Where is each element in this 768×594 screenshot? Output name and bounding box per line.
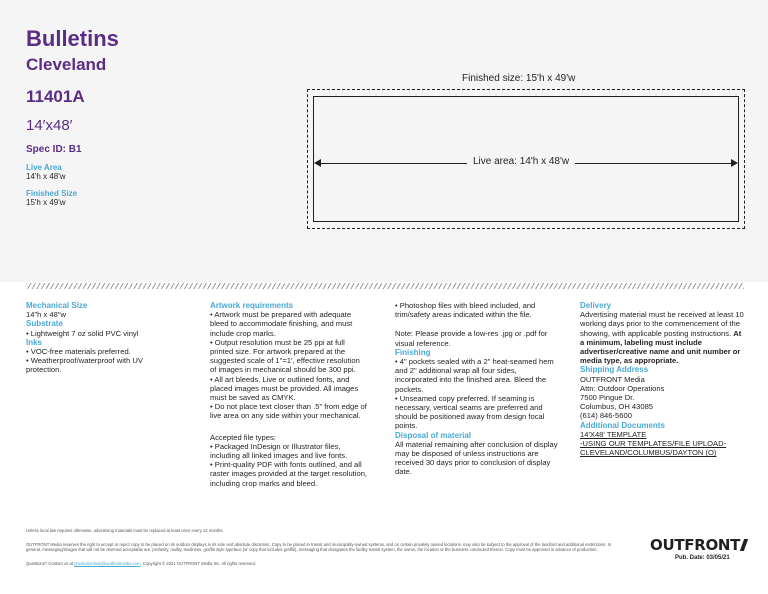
spec-column-3 — [395, 301, 560, 477]
doc-link-upload[interactable]: -USING OUR TEMPLATES/FILE UPLOAD- — [580, 439, 727, 449]
spec-column-4 — [580, 301, 745, 457]
logo-slash-icon — [740, 539, 748, 551]
substrate-label: Substrate — [26, 319, 63, 329]
artwork-item: • Artwork must be prepared with adequate bleed to accommodate finishing, and must include crop marks. — [210, 310, 353, 338]
media-type-title: Bulletins — [26, 26, 119, 51]
publication-date: Pub. Date: 03/05/21 — [675, 555, 730, 561]
finished-size-value: 15'h x 49'w — [26, 198, 66, 207]
outfront-logo — [650, 536, 746, 554]
footer-copyright: . Copyright © 2021 OUTFRONT Media Inc. All rights reserved. — [140, 561, 257, 566]
title-block — [26, 26, 119, 207]
footer-contact-prefix: Questions? Contact us at — [26, 561, 75, 566]
delivery-text — [580, 310, 745, 365]
shipping-label: Shipping Address — [580, 365, 649, 375]
spec-column-1 — [26, 301, 176, 375]
finished-size-caption: Finished size: 15'h x 49'w — [462, 73, 576, 84]
size-diagram — [307, 70, 745, 232]
finishing-label: Finishing — [395, 347, 431, 357]
disposal-label: Disposal of material — [395, 430, 472, 440]
artwork-label: Artwork requirements — [210, 301, 294, 310]
shipping-line: Columbus, OH 43085 — [580, 402, 654, 412]
unit-size: 14′x48′ — [26, 117, 73, 134]
delivery-requirement: At a minimum, labeling must include advertiser/creative name and unit number or media type, as appropriate. — [580, 328, 742, 366]
inks-label: Inks — [26, 337, 43, 347]
shipping-line: 7500 Pingue Dr. — [580, 393, 635, 403]
disposal-value: All material remaining after conclusion of display may be disposed of unless instructions are received 30 days prior to conclusion of display date. — [395, 439, 558, 477]
doc-link-region[interactable]: CLEVELAND/COLUMBUS/DAYTON (O) — [580, 448, 717, 458]
hatched-divider — [26, 283, 744, 289]
live-area-value: 14'h x 48'w — [26, 172, 66, 181]
live-area-caption: Live area: 14'h x 48'w — [467, 156, 575, 167]
footer-disclaimer: OUTFRONT Media reserves the right to accept or reject copy to be placed on its outdoor displays in its sole and absolute discretion. Copy to be placed in transit and municipality-owned systems, and on certain privately owned locations, may also be subject to the approval of the landlord and additional restrictions. In general, messaging/images that will not be deemed acceptable are: profanity, nudity, lewdness, graffiti style typeface (or copy that includes graffiti), messaging that denigrates the facility transit system, the owner, the location or the business conducted therein. Copy must be approved in advance of production. — [26, 542, 612, 552]
finished-size-label: Finished Size — [26, 189, 78, 198]
arrow-left-icon — [314, 159, 321, 167]
artwork-item: • Do not place text closer than .5" from edge of live area on any side within your mechanical. — [210, 402, 367, 421]
unit-id: 11401A — [26, 87, 85, 106]
accepted-files-label: Accepted file types: — [210, 432, 276, 442]
logo-text: OUTFRONT — [650, 536, 741, 554]
shipping-line: (614) 846-5600 — [580, 411, 632, 421]
spec-column-2 — [210, 301, 368, 488]
market-title: Cleveland — [26, 55, 107, 74]
footer-contact — [26, 561, 626, 566]
contact-email-link[interactable]: productionhelp@outfrontmedia.com — [74, 561, 141, 566]
substrate-value: • Lightweight 7 oz solid PVC vinyl — [26, 328, 139, 338]
additional-docs-label: Additional Documents — [580, 420, 665, 430]
spec-id: Spec ID: B1 — [26, 144, 82, 155]
live-area-label: Live Area — [26, 163, 62, 172]
footer-replacement-note: Unless local law requires otherwise, advertising materials must be replaced at least once every 12 months. — [26, 528, 224, 533]
doc-link-template[interactable]: 14'X48' TEMPLATE — [580, 429, 647, 439]
mechanical-size-value: 14"h x 48"w — [26, 310, 67, 320]
photoshop-item: • Photoshop files with bleed included, and trim/safety areas indicated within the file. — [395, 301, 536, 320]
artwork-item: • All art bleeds. Live or outlined fonts, and placed images must be provided. All images must be saved as CMYK. — [210, 374, 359, 403]
mechanical-size-label: Mechanical Size — [26, 301, 88, 310]
artwork-item: • Output resolution must be 25 ppi at full printed size. For artwork prepared at the suggested scale of 1"=1', effective resolution of images in mechanical should be 300 ppi. — [210, 337, 360, 375]
accepted-file-item: • Print-quality PDF with fonts outlined, and all raster images provided at the target resolution, including crop marks and bleed. — [210, 460, 368, 488]
note-text: Note: Please provide a low-res .jpg or .pdf for visual reference. — [395, 329, 548, 348]
delivery-label: Delivery — [580, 301, 612, 310]
accepted-file-item: • Packaged InDesign or Illustrator files, including all linked images and live fonts. — [210, 441, 348, 461]
arrow-right-icon — [731, 159, 738, 167]
inks-item: • Weatherproof/waterproof with UV protection. — [26, 356, 143, 375]
shipping-line: Attn: Outdoor Operations — [580, 383, 665, 393]
delivery-value: Advertising material must be received at least 10 working days prior to the commencement of the showing, with applicable posting instructions. — [580, 310, 744, 338]
finishing-item: • Unseamed copy preferred. If seaming is necessary, vertical seams are preferred and should be positioned away from design focal points. — [395, 393, 545, 431]
shipping-line: OUTFRONT Media — [580, 374, 645, 384]
inks-item: • VOC-free materials preferred. — [26, 347, 131, 357]
finishing-item: • 4" pockets sealed with a 2" heat-seamed hem and 2" additional wrap all four sides, incorporated into the finished area. Bleed the pockets. — [395, 357, 554, 394]
